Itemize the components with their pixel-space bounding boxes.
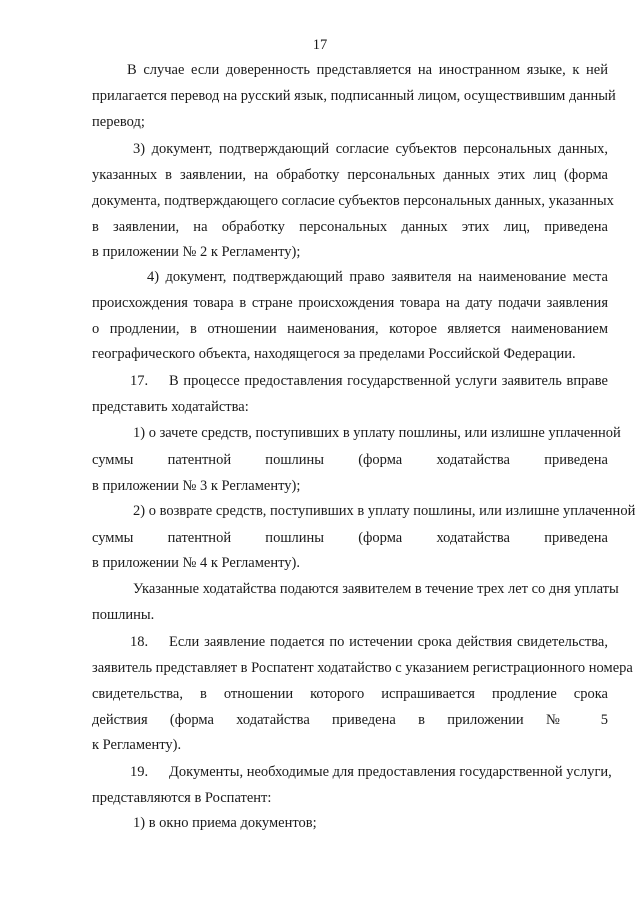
text-line: представить ходатайства: — [92, 399, 249, 415]
text-line: 2) о возврате средств, поступивших в уплату пошлины, или излишне уплаченной — [133, 503, 636, 519]
item-number: 17. — [130, 373, 149, 389]
text-line: Указанные ходатайства подаются заявителем в течение трех лет со дня уплаты — [133, 581, 619, 597]
text-line: указанных в заявлении, на обработку персональных данных этих лиц (форма — [92, 167, 608, 183]
text-line: в заявлении, на обработку персональных данных этих лиц, приведена — [92, 219, 608, 235]
text-line: 3) документ, подтверждающий согласие субъектов персональных данных, — [133, 141, 608, 157]
text-line: документа, подтверждающего согласие субъектов персональных данных, указанных — [92, 193, 614, 209]
text-line: географического объекта, находящегося за пределами Российской Федерации. — [92, 346, 576, 362]
text-line: в приложении № 4 к Регламенту). — [92, 555, 300, 571]
text-line: перевод; — [92, 114, 145, 130]
text-line: 4) документ, подтверждающий право заявителя на наименование места — [147, 269, 608, 285]
text-line: 1) в окно приема документов; — [133, 815, 317, 831]
page-number: 17 — [312, 37, 328, 53]
text-line: Документы, необходимые для предоставления государственной услуги, — [169, 764, 612, 780]
text-line: 1) о зачете средств, поступивших в уплату пошлины, или излишне уплаченной — [133, 425, 621, 441]
text-line: о продлении, в отношении наименования, которое является наименованием — [92, 321, 608, 337]
text-line: в приложении № 2 к Регламенту); — [92, 244, 301, 260]
text-line: происхождения товара в стране происхождения товара на дату подачи заявления — [92, 295, 608, 311]
item-number: 19. — [130, 764, 149, 780]
text-line: Если заявление подается по истечении срока действия свидетельства, — [169, 634, 608, 650]
text-line: прилагается перевод на русский язык, подписанный лицом, осуществившим данный — [92, 88, 616, 104]
text-line: в приложении № 3 к Регламенту); — [92, 478, 301, 494]
text-line: суммы патентной пошлины (форма ходатайства приведена — [92, 530, 608, 546]
text-line: пошлины. — [92, 607, 155, 623]
text-line: к Регламенту). — [92, 737, 182, 753]
text-line: представляются в Роспатент: — [92, 790, 272, 806]
text-line: действия (форма ходатайства приведена в приложении № 5 — [92, 712, 608, 728]
text-line: свидетельства, в отношении которого испрашивается продление срока — [92, 686, 608, 702]
item-number: 18. — [130, 634, 149, 650]
text-line: заявитель представляет в Роспатент ходатайство с указанием регистрационного номера — [92, 660, 633, 676]
text-line: В случае если доверенность представляется на иностранном языке, к ней — [127, 62, 608, 78]
text-line: В процессе предоставления государственной услуги заявитель вправе — [169, 373, 608, 389]
text-line: суммы патентной пошлины (форма ходатайства приведена — [92, 452, 608, 468]
